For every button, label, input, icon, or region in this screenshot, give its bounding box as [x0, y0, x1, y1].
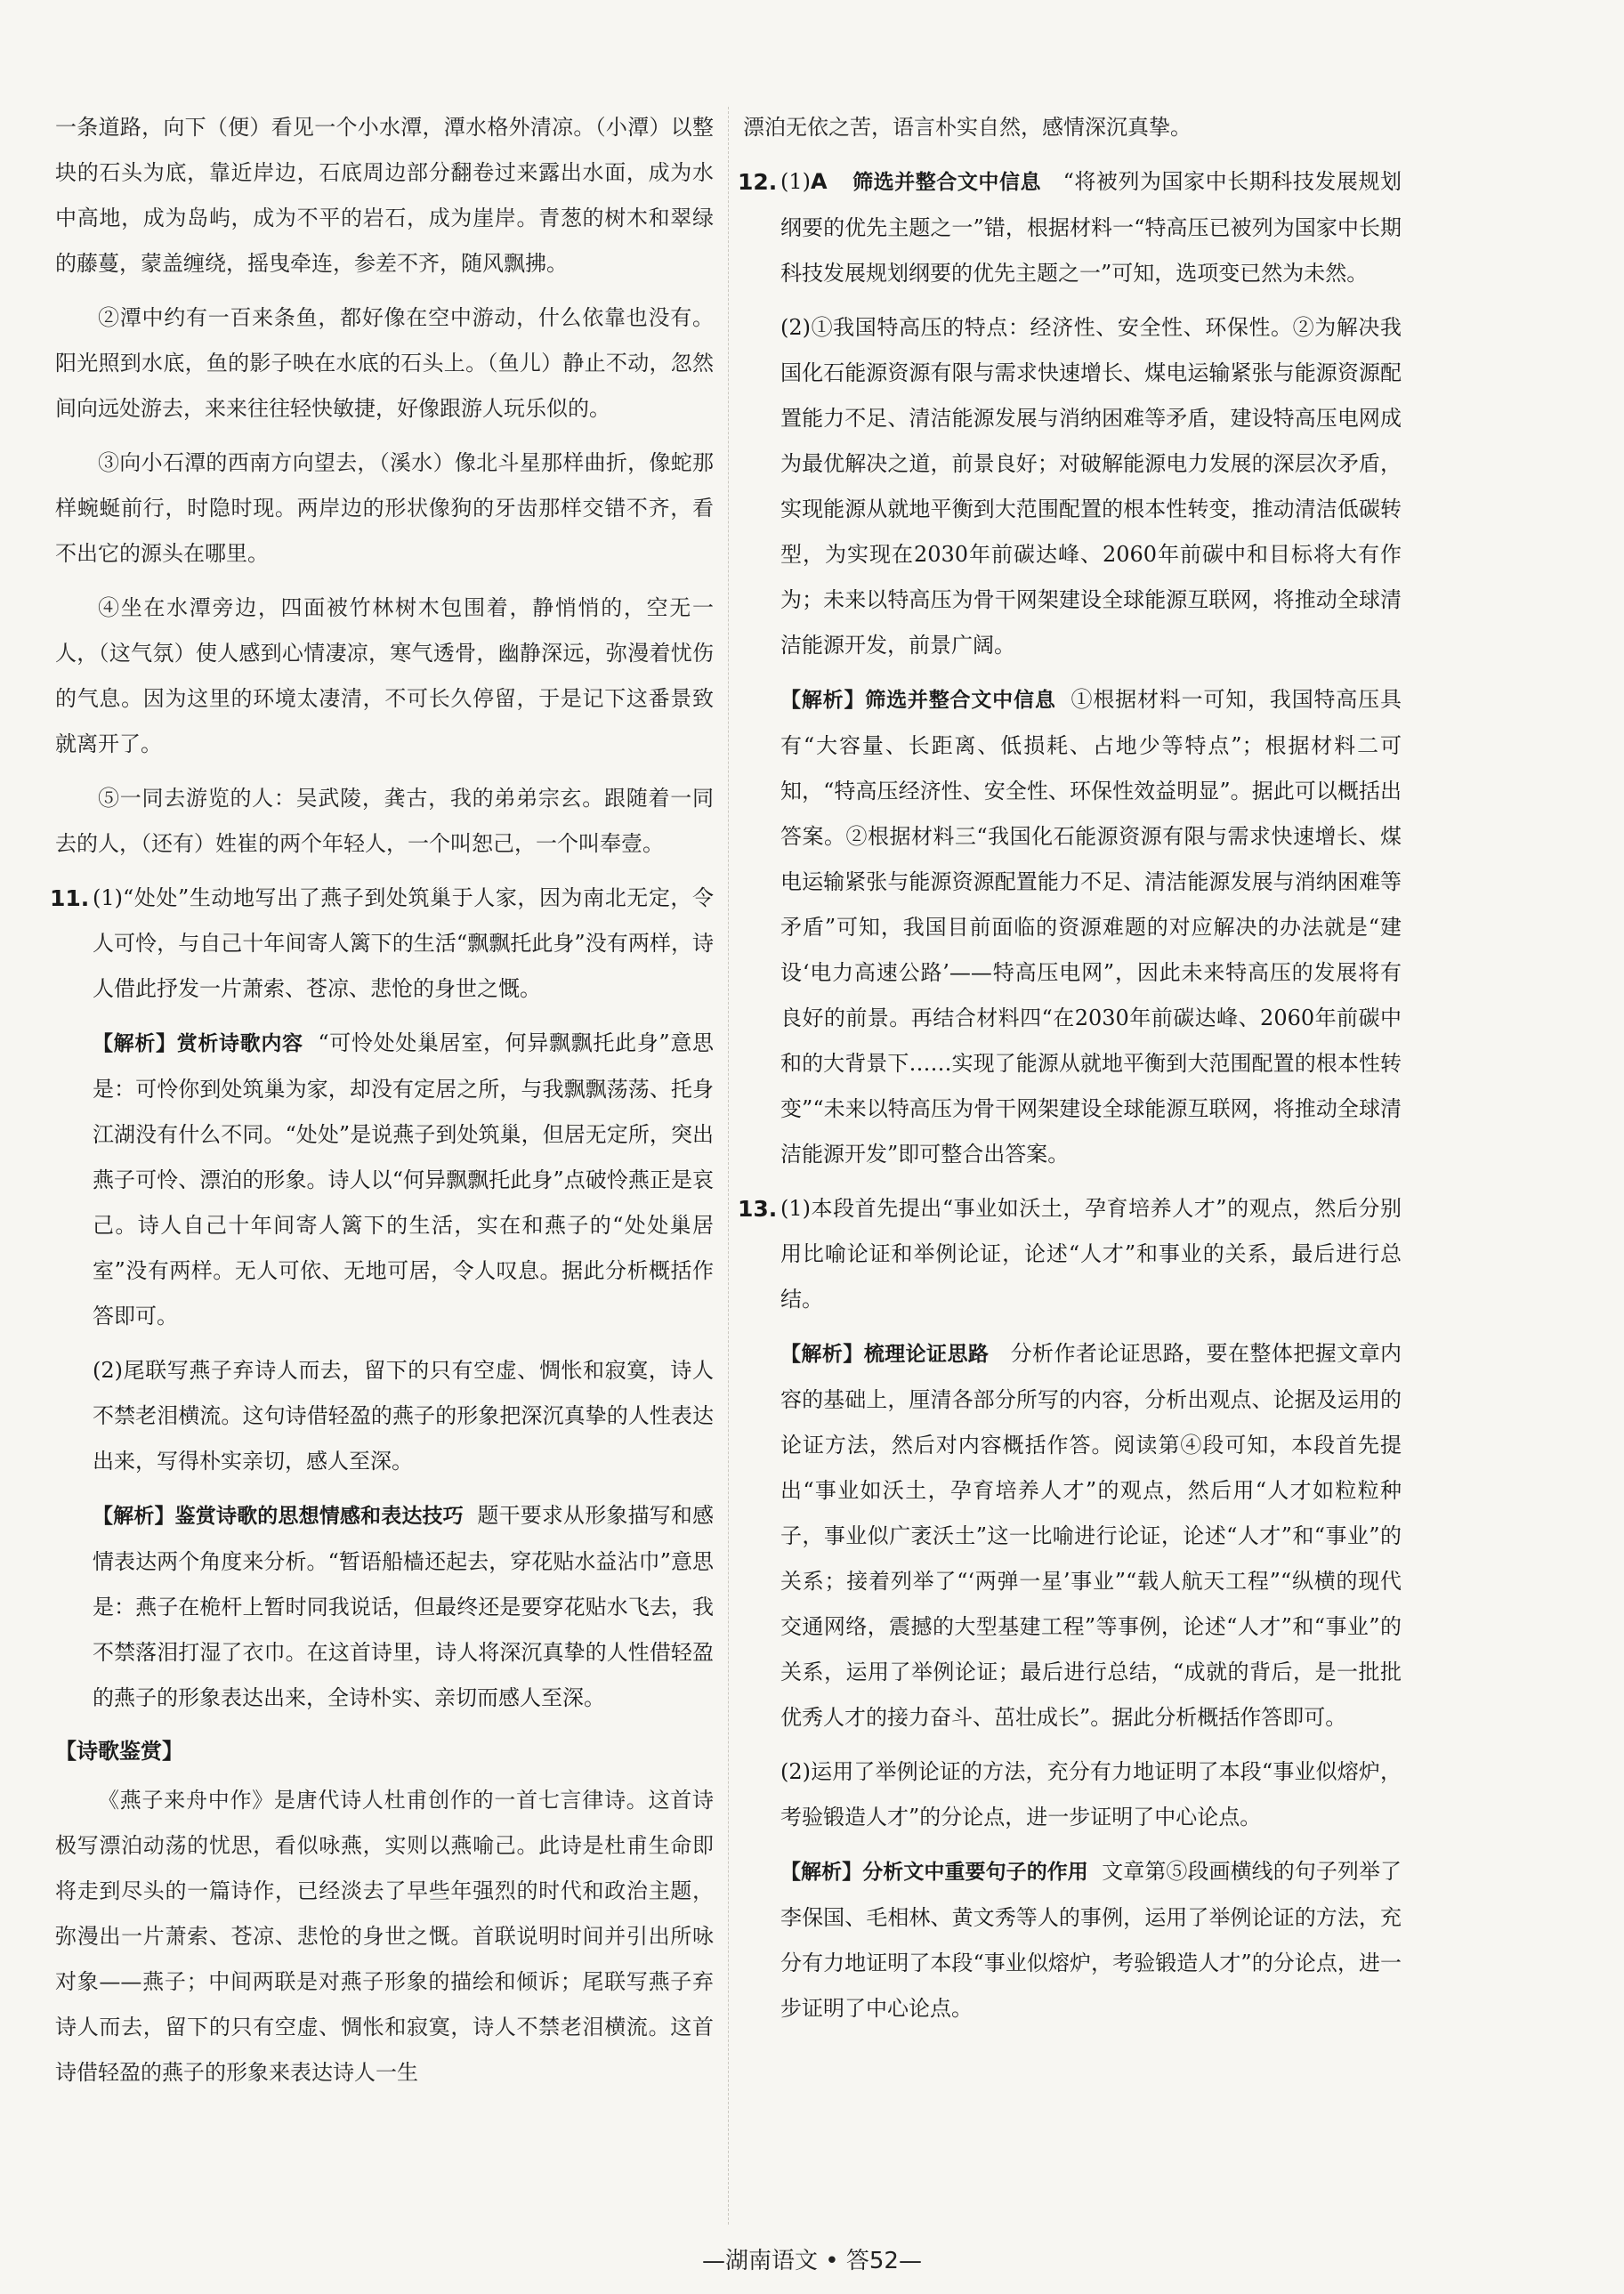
explanation-text: “可怜处处巢居室，何异飘飘托此身”意思是：可怜你到处筑巢为家，却没有定居之所，与我飘飘荡荡、托身江湖没有什么不同。“处处”是说燕子到处筑巢，但居无定所，突出燕子可怜、漂泊的形象。诗人以“何异飘飘托此身”点破怜燕正是哀己。诗人自己十年间寄人篱下的生活，实在和燕子的“处处巢居室”没有两样。无人可依、无地可居，令人叹息。据此分析概括作答即可。 — [93, 1030, 714, 1329]
answer-11-2: (2)尾联写燕子弃诗人而去，留下的只有空虚、惆怅和寂寞，诗人不禁老泪横流。这句诗借轻盈的燕子的形象把深沉真挚的人性表达出来，写得朴实亲切，感人至深。 — [93, 1358, 714, 1474]
translation-paragraph-4: ④坐在水潭旁边，四面被竹林树木包围着，静悄悄的，空无一人，（这气氛）使人感到心情凄凉，寒气透骨，幽静深远，弥漫着忧伤的气息。因为这里的环境太凄清，不可长久停留，于是记下这番景致就离开了。 — [55, 595, 714, 756]
explanation-tag: 【解析】筛选并整合文中信息 — [780, 689, 1056, 712]
appreciation-continued: 漂泊无依之苦，语言朴实自然，感情深沉真挚。 — [743, 115, 1192, 140]
question-number: 12. — [738, 169, 778, 195]
left-column — [50, 105, 714, 2104]
explanation-text: 文章第⑤段画横线的句子列举了李保国、毛相林、黄文秀等人的事例，运用了举例论证的方法，充分有力地证明了本段“事业似熔炉，考验锻造人才”的分论点，进一步证明了中心论点。 — [780, 1859, 1402, 2021]
page-footer: —湖南语文 • 答52— — [702, 2248, 922, 2274]
explanation-tag: 【解析】分析文中重要句子的作用 — [780, 1861, 1088, 1884]
explanation-text: ①根据材料一可知，我国特高压具有“大容量、长距离、低损耗、占地少等特点”；根据材料二可知，“特高压经济性、安全性、环保性效益明显”。据此可以概括出答案。②根据材料三“我国化石能源资源有限与需求快速增长、煤电运输紧张与能源资源配置能力不足、清洁能源发展与消纳困难等矛盾”可知，我国目前面临的资源难题的对应解决的办法就是“建设‘电力高速公路’——特高压电网”，因此未来特高压的发展将有良好的前景。再结合材料四“在2030年前碳达峰、2060年前碳中和的大背景下……实现了能源从就地平衡到大范围配置的根本性转变”“未来以特高压为骨干网架建设全球能源互联网，将推动全球清洁能源开发”即可整合出答案。 — [780, 687, 1402, 1167]
answer-11-1: (1)“处处”生动地写出了燕子到处筑巢于人家，因为南北无定，令人可怜，与自己十年间寄人篱下的生活“飘飘托此身”没有两样，诗人借此抒发一片萧索、苍凉、悲怆的身世之慨。 — [93, 885, 714, 1001]
explanation-11-2 — [93, 1493, 714, 1721]
right-column — [738, 105, 1402, 2040]
question-13 — [738, 1186, 1402, 2031]
explanation-13-2 — [780, 1849, 1402, 2031]
explanation-tag: 【解析】赏析诗歌内容 — [93, 1032, 303, 1055]
answer-12-1 — [780, 159, 1402, 296]
explanation-text: 题干要求从形象描写和感情表达两个角度来分析。“暂语船樯还起去，穿花贴水益沾巾”意思是：燕子在桅杆上暂时同我说话，但最终还是要穿花贴水飞去，我不禁落泪打湿了衣巾。在这首诗里，诗人将深沉真挚的人性借轻盈的燕子的形象表达出来，全诗朴实、亲切而感人至深。 — [93, 1503, 714, 1710]
translation-paragraph-3: ③向小石潭的西南方向望去，（溪水）像北斗星那样曲折，像蛇那样蜿蜒前行，时隐时现。两岸边的形状像狗的牙齿那样交错不齐，看不出它的源头在哪里。 — [55, 450, 714, 566]
question-11 — [50, 876, 714, 1721]
answer-12-2: (2)①我国特高压的特点：经济性、安全性、环保性。②为解决我国化石能源资源有限与需求快速增长、煤电运输紧张与能源资源配置能力不足、清洁能源发展与消纳困难等矛盾，建设特高压电网成为最优解决之道，前景良好；对破解能源电力发展的深层次矛盾，实现能源从就地平衡到大范围配置的根本性转变，推动清洁低碳转型，为实现在2030年前碳达峰、2060年前碳中和目标将大有作为；未来以特高压为骨干网架建设全球能源互联网，将推动全球清洁能源开发，前景广阔。 — [780, 315, 1402, 658]
choice-letter: A — [811, 169, 828, 194]
explanation-tag: 【解析】鉴赏诗歌的思想情感和表达技巧 — [93, 1505, 464, 1528]
answer-13-1: (1)本段首先提出“事业如沃土，孕育培养人才”的观点，然后分别用比喻论证和举例论证，论述“人才”和事业的关系，最后进行总结。 — [780, 1196, 1402, 1312]
answer-text: “将被列为国家中长期科技发展规划纲要的优先主题之一”错，根据材料一“特高压已被列为国家中长期科技发展规划纲要的优先主题之一”可知，选项变已然为未然。 — [780, 169, 1402, 286]
column-divider — [728, 107, 729, 2225]
question-number: 13. — [738, 1196, 778, 1222]
poem-appreciation-text: 《燕子来舟中作》是唐代诗人杜甫创作的一首七言律诗。这首诗极写漂泊动荡的忧思，看似咏燕，实则以燕喻己。此诗是杜甫生命即将走到尽头的一篇诗作，已经淡去了早些年强烈的时代和政治主题，弥漫出一片萧索、苍凉、悲怆的身世之慨。首联说明时间并引出所咏对象——燕子；中间两联是对燕子形象的描绘和倾诉；尾联写燕子弃诗人而去，留下的只有空虚、惆怅和寂寞，诗人不禁老泪横流。这首诗借轻盈的燕子的形象来表达诗人一生 — [55, 1788, 714, 2085]
poem-appreciation-heading: 【诗歌鉴赏】 — [55, 1739, 183, 1764]
translation-paragraph-5: ⑤一同去游览的人：吴武陵，龚古，我的弟弟宗玄。跟随着一同去的人，（还有）姓崔的两个年轻人，一个叫恕己，一个叫奉壹。 — [55, 786, 714, 856]
explanation-tag: 【解析】梳理论证思路 — [780, 1343, 990, 1366]
translation-paragraph-1: 一条道路，向下（便）看见一个小水潭，潭水格外清凉。（小潭）以整块的石头为底，靠近岸边，石底周边部分翻卷过来露出水面，成为水中高地，成为岛屿，成为不平的岩石，成为崖岸。青葱的树木和翠绿的藤蔓，蒙盖缠绕，摇曳牵连，参差不齐，随风飘拂。 — [55, 115, 714, 276]
sub-question-label: (1) — [780, 169, 811, 194]
explanation-12-2 — [780, 677, 1402, 1177]
answer-13-2: (2)运用了举例论证的方法，充分有力地证明了本段“事业似熔炉，考验锻造人才”的分论点，进一步证明了中心论点。 — [780, 1759, 1402, 1830]
explanation-13-1 — [780, 1331, 1402, 1741]
question-number: 11. — [50, 885, 90, 911]
explanation-11-1 — [93, 1021, 714, 1339]
explanation-text: 分析作者论证思路，要在整体把握文章内容的基础上，厘清各部分所写的内容，分析出观点、论据及运用的论证方法，然后对内容概括作答。阅读第④段可知，本段首先提出“事业如沃土，孕育培养人才”的观点，然后用“人才如粒粒种子，事业似广袤沃土”这一比喻进行论证，论述“人才”和“事业”的关系；接着列举了“‘两弹一星’事业”“载人航天工程”“纵横的现代交通网络，震撼的大型基建工程”等事例，论述“人才”和“事业”的关系，运用了举例论证；最后进行总结，“成就的背后，是一批批优秀人才的接力奋斗、茁壮成长”。据此分析概括作答即可。 — [780, 1341, 1402, 1730]
skill-tag: 筛选并整合文中信息 — [852, 171, 1042, 194]
translation-paragraph-2: ②潭中约有一百来条鱼，都好像在空中游动，什么依靠也没有。阳光照到水底，鱼的影子映在水底的石头上。（鱼儿）静止不动，忽然间向远处游去，来来往往轻快敏捷，好像跟游人玩乐似的。 — [55, 305, 714, 421]
question-12 — [738, 159, 1402, 1177]
